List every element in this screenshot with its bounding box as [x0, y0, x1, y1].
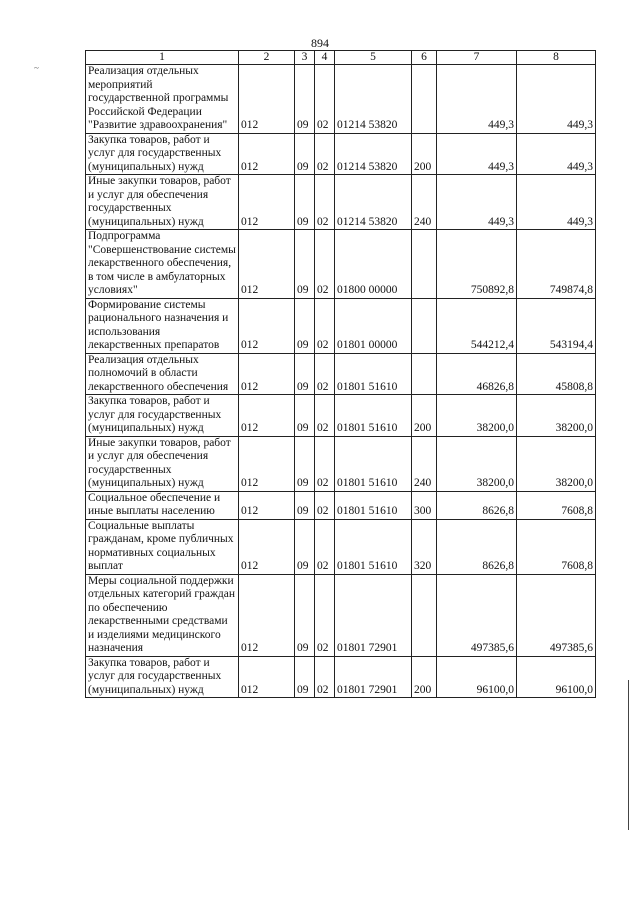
column-header: 6 [412, 51, 437, 65]
item-name: Закупка товаров, работ и услуг для государственных (муниципальных) нужд [86, 656, 239, 698]
expense-type-code: 240 [412, 175, 437, 230]
expense-type-code: 300 [412, 491, 437, 519]
subsection-code: 02 [315, 175, 335, 230]
section-code: 09 [295, 175, 315, 230]
item-name: Формирование системы рационального назначения и использования лекарственных препаратов [86, 298, 239, 353]
section-code: 09 [295, 298, 315, 353]
subsection-code: 02 [315, 395, 335, 437]
column-header: 2 [239, 51, 295, 65]
budget-table [85, 50, 596, 698]
subsection-code: 02 [315, 574, 335, 656]
subsection-code: 02 [315, 65, 335, 134]
section-code: 09 [295, 491, 315, 519]
section-code: 09 [295, 133, 315, 175]
section-code: 09 [295, 436, 315, 491]
column-header: 3 [295, 51, 315, 65]
table-row [86, 436, 596, 491]
table-row [86, 491, 596, 519]
table-row [86, 298, 596, 353]
amount-column-7: 497385,6 [437, 574, 517, 656]
column-header: 1 [86, 51, 239, 65]
target-article-code: 01801 51610 [335, 353, 412, 395]
target-article-code: 01801 72901 [335, 656, 412, 698]
amount-column-8: 449,3 [517, 175, 596, 230]
amount-column-8: 45808,8 [517, 353, 596, 395]
column-number-row [86, 51, 596, 65]
expense-type-code [412, 65, 437, 134]
ministry-code: 012 [239, 65, 295, 134]
table-row [86, 574, 596, 656]
column-header: 8 [517, 51, 596, 65]
amount-column-7: 544212,4 [437, 298, 517, 353]
table-row [86, 656, 596, 698]
amount-column-8: 7608,8 [517, 491, 596, 519]
subsection-code: 02 [315, 353, 335, 395]
table-row [86, 230, 596, 299]
ministry-code: 012 [239, 133, 295, 175]
expense-type-code: 200 [412, 395, 437, 437]
target-article-code: 01214 53820 [335, 133, 412, 175]
amount-column-7: 449,3 [437, 133, 517, 175]
ministry-code: 012 [239, 395, 295, 437]
subsection-code: 02 [315, 230, 335, 299]
amount-column-7: 38200,0 [437, 395, 517, 437]
subsection-code: 02 [315, 656, 335, 698]
ministry-code: 012 [239, 491, 295, 519]
item-name: Социальные выплаты гражданам, кроме публичных нормативных социальных выплат [86, 519, 239, 574]
column-header: 4 [315, 51, 335, 65]
amount-column-8: 497385,6 [517, 574, 596, 656]
table-row [86, 519, 596, 574]
expense-type-code [412, 574, 437, 656]
section-code: 09 [295, 574, 315, 656]
amount-column-7: 750892,8 [437, 230, 517, 299]
scan-edge-mark: ~ [34, 63, 39, 73]
item-name: Реализация отдельных полномочий в области лекарственного обеспечения [86, 353, 239, 395]
table-row [86, 65, 596, 134]
column-header: 7 [437, 51, 517, 65]
ministry-code: 012 [239, 574, 295, 656]
subsection-code: 02 [315, 298, 335, 353]
expense-type-code: 240 [412, 436, 437, 491]
expense-type-code: 320 [412, 519, 437, 574]
page-number: 894 [311, 36, 329, 50]
amount-column-8: 7608,8 [517, 519, 596, 574]
ministry-code: 012 [239, 298, 295, 353]
target-article-code: 01801 51610 [335, 436, 412, 491]
section-code: 09 [295, 395, 315, 437]
section-code: 09 [295, 656, 315, 698]
ministry-code: 012 [239, 436, 295, 491]
column-header: 5 [335, 51, 412, 65]
subsection-code: 02 [315, 491, 335, 519]
ministry-code: 012 [239, 519, 295, 574]
target-article-code: 01801 51610 [335, 395, 412, 437]
amount-column-8: 449,3 [517, 133, 596, 175]
target-article-code: 01214 53820 [335, 175, 412, 230]
section-code: 09 [295, 519, 315, 574]
amount-column-7: 96100,0 [437, 656, 517, 698]
amount-column-7: 46826,8 [437, 353, 517, 395]
amount-column-8: 449,3 [517, 65, 596, 134]
item-name: Меры социальной поддержки отдельных категорий граждан по обеспечению лекарственными средствами и изделиями медицинского назначения [86, 574, 239, 656]
amount-column-7: 8626,8 [437, 519, 517, 574]
target-article-code: 01801 51610 [335, 491, 412, 519]
expense-type-code [412, 298, 437, 353]
table-row [86, 395, 596, 437]
subsection-code: 02 [315, 436, 335, 491]
table-row [86, 353, 596, 395]
item-name: Закупка товаров, работ и услуг для государственных (муниципальных) нужд [86, 133, 239, 175]
ministry-code: 012 [239, 656, 295, 698]
amount-column-7: 38200,0 [437, 436, 517, 491]
section-code: 09 [295, 65, 315, 134]
table-row [86, 133, 596, 175]
amount-column-8: 749874,8 [517, 230, 596, 299]
item-name: Социальное обеспечение и иные выплаты населению [86, 491, 239, 519]
amount-column-8: 96100,0 [517, 656, 596, 698]
target-article-code: 01801 00000 [335, 298, 412, 353]
amount-column-8: 38200,0 [517, 395, 596, 437]
ministry-code: 012 [239, 230, 295, 299]
expense-type-code: 200 [412, 656, 437, 698]
item-name: Реализация отдельных мероприятий государственной программы Российской Федерации "Развитие здравоохранения" [86, 65, 239, 134]
expense-type-code [412, 353, 437, 395]
target-article-code: 01801 51610 [335, 519, 412, 574]
target-article-code: 01214 53820 [335, 65, 412, 134]
amount-column-7: 449,3 [437, 175, 517, 230]
scan-edge-line [628, 680, 629, 830]
item-name: Закупка товаров, работ и услуг для государственных (муниципальных) нужд [86, 395, 239, 437]
target-article-code: 01800 00000 [335, 230, 412, 299]
amount-column-7: 8626,8 [437, 491, 517, 519]
ministry-code: 012 [239, 353, 295, 395]
ministry-code: 012 [239, 175, 295, 230]
amount-column-8: 543194,4 [517, 298, 596, 353]
item-name: Иные закупки товаров, работ и услуг для обеспечения государственных (муниципальных) нужд [86, 175, 239, 230]
amount-column-8: 38200,0 [517, 436, 596, 491]
section-code: 09 [295, 353, 315, 395]
item-name: Иные закупки товаров, работ и услуг для обеспечения государственных (муниципальных) нужд [86, 436, 239, 491]
amount-column-7: 449,3 [437, 65, 517, 134]
subsection-code: 02 [315, 133, 335, 175]
item-name: Подпрограмма "Совершенствование системы лекарственного обеспечения, в том числе в амбулаторных условиях" [86, 230, 239, 299]
expense-type-code: 200 [412, 133, 437, 175]
table-row [86, 175, 596, 230]
target-article-code: 01801 72901 [335, 574, 412, 656]
section-code: 09 [295, 230, 315, 299]
expense-type-code [412, 230, 437, 299]
subsection-code: 02 [315, 519, 335, 574]
